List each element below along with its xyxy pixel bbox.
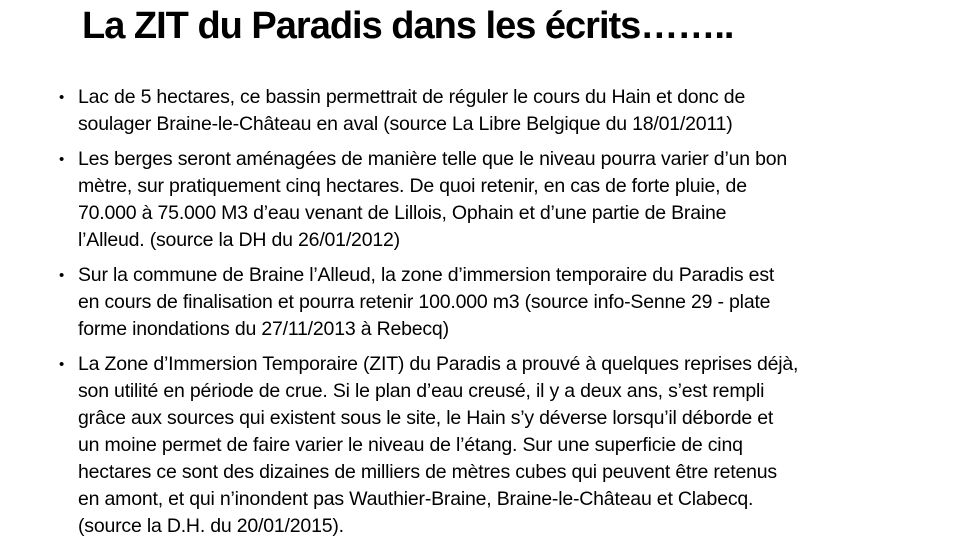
bullet-line: Les berges seront aménagées de manière telle que le niveau pourra varier d’un bon [78,148,788,170]
bullet-line: son utilité en période de crue. Si le plan d’eau creusé, il y a deux ans, s’est rempli [78,380,765,402]
bullet-line: hectares ce sont des dizaines de milliers de mètres cubes qui peuvent être retenus [78,461,777,483]
bullet-line: en cours de finalisation et pourra retenir 100.000 m3 (source info-Senne 29 - plate [78,291,771,313]
bullet-line: forme inondations du 27/11/2013 à Rebecq) [78,318,449,340]
bullet-line: l’Alleud. (source la DH du 26/01/2012) [78,229,400,251]
bullet-marker: • [59,151,65,168]
bullet-marker: • [59,356,65,373]
bullet-line: soulager Braine-le-Château en aval (source La Libre Belgique du 18/01/2011) [78,113,733,135]
bullet-line: Lac de 5 hectares, ce bassin permettrait de réguler le cours du Hain et donc de [78,86,746,108]
bullet-item-2 [57,146,925,254]
bullet-line: en amont, et qui n’inondent pas Wauthier-Braine, Braine-le-Château et Clabecq. [78,488,754,510]
bullet-line: grâce aux sources qui existent sous le site, le Hain s’y déverse lorsqu’il déborde et [78,407,774,429]
bullet-line: un moine permet de faire varier le niveau de l’étang. Sur une superficie de cinq [78,434,743,456]
bullet-marker: • [59,267,65,284]
bullet-line: La Zone d’Immersion Temporaire (ZIT) du Paradis a prouvé à quelques reprises déjà, [78,353,799,375]
bullet-list [57,84,925,540]
bullet-marker: • [59,89,65,106]
bullet-line: mètre, sur pratiquement cinq hectares. De quoi retenir, en cas de forte pluie, de [78,175,747,197]
slide-title: La ZIT du Paradis dans les écrits…….. [82,5,734,47]
bullet-line: 70.000 à 75.000 M3 d’eau venant de Lillois, Ophain et d’une partie de Braine [78,202,727,224]
bullet-line: (source la D.H. du 20/01/2015). [78,515,344,537]
bullet-line: Sur la commune de Braine l’Alleud, la zone d’immersion temporaire du Paradis est [78,264,775,286]
bullet-item-3 [57,262,925,343]
bullet-item-4 [57,351,925,540]
bullet-item-1 [57,84,925,138]
